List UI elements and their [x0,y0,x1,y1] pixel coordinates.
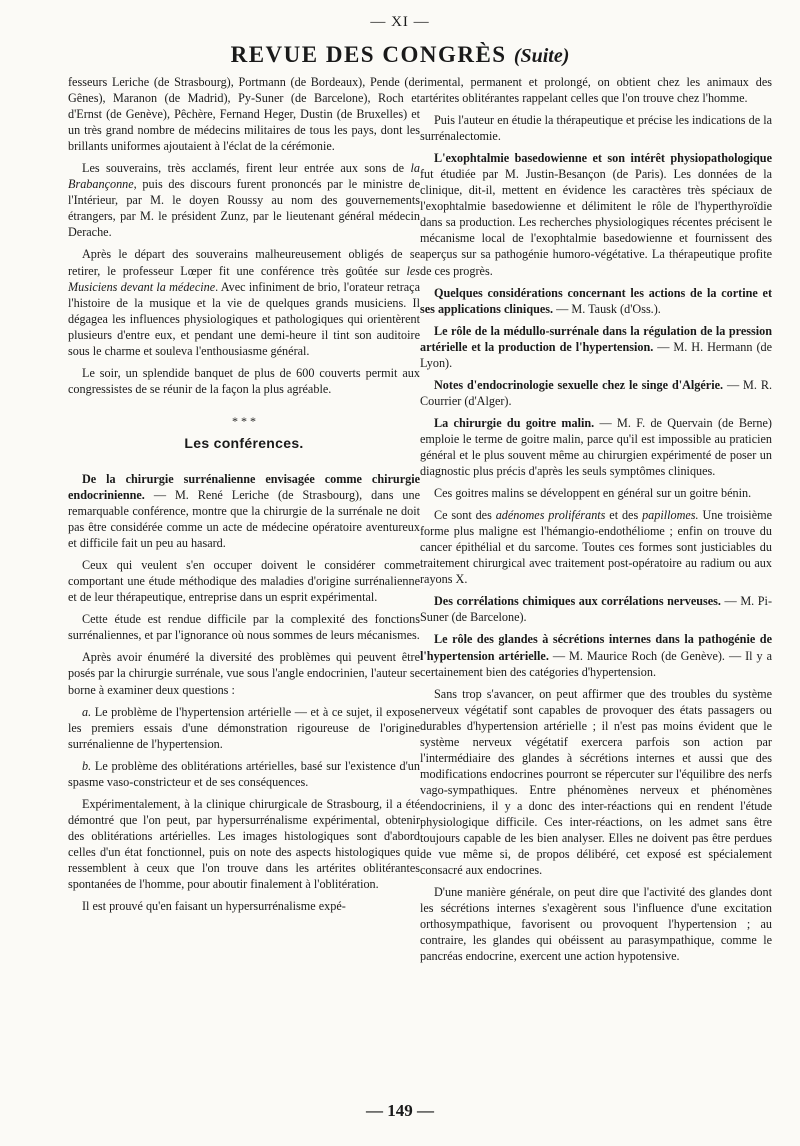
conference-title: De la chirurgie surrénalienne envisagée comme chirurgie endocrinienne. [68,471,420,502]
paragraph: Après le départ des souverains malheureusement obligés de se retirer, le professeur Lœper fit une conférence très goûtée sur les Musiciens devant la médecine. Avec infiniment de brio, l'orateur retraça l'histoire de la musique et la vie de quelques grands musiciens. Il dégagea les influences physiologiques et pathologiques qui orientèrent plusieurs d'entre eux, et pendant une demi-heure il tint son auditoire sous le charme et souleva l'enthousiasme général. [68,247,420,358]
title-suite: (Suite) [513,45,570,67]
paragraph: Ces goitres malins se développent en général sur un goitre bénin. [434,486,752,501]
left-column [68,74,420,920]
conference-title: L'exophtalmie basedowienne et son intérêt physiopathologique [434,151,772,166]
conference-title: Le rôle des glandes à sécrétions internes dans la pathogénie de l'hypertension artérielle. [420,632,772,663]
paragraph: Quelques considérations concernant les actions de la cortine et ses applications cliniques. — M. Tausk (d'Oss.). [420,285,772,316]
paragraph: Le rôle des glandes à sécrétions internes dans la pathogénie de l'hypertension artérielle. — M. Maurice Roch (de Genève). — Il y a certainement bien des catégories d'hypertension. [420,632,772,679]
paragraph: Les souverains, très acclamés, firent leur entrée aux sons de la Brabançonne, puis des discours furent prononcés par le ministre de l'Intérieur, par M. le doyen Roussy au nom des gouvernements étrangers, par M. le président Zunz, par le lieutenant général médecin Derache. [68,161,420,240]
paragraph: Notes d'endocrinologie sexuelle chez le singe d'Algérie. — M. R. Courrier (d'Alger). [420,377,773,408]
paragraph: Le rôle de la médullo-surrénale dans la régulation de la pression artérielle et la production de l'hypertension. — M. H. Hermann (de Lyon). [420,323,773,370]
paragraph: a. Le problème de l'hypertension artérielle — et à ce sujet, il expose les premiers essais d'une démonstration rigoureuse de l'origine surrénalienne de l'hypertension. [68,704,420,751]
paragraph: Cette étude est rendue difficile par la complexité des fonctions surrénaliennes, et par l'ignorance où nous sommes de leurs mécanismes. [68,612,420,643]
paragraph: Expérimentalement, à la clinique chirurgicale de Strasbourg, il a été démontré que l'on peut, par hypersurrénalisme expérimental, obtenir des oblitérations artérielles. Les images histologiques sont d'abord celles d'un état fonctionnel, puis on note des aspects histologiques qui ressemblent à ceux que l'on trouve dans les artérites oblitérantes spontanées de l'homme, pour aboutir finalement à l'oblitération. [68,796,420,892]
paragraph: Le soir, un splendide banquet de plus de 600 couverts permit aux congressistes de se réunir de la façon la plus agréable. [68,365,420,396]
paragraph: Il est prouvé qu'en faisant un hypersurrénalisme expé- [82,899,346,914]
paragraph: fesseurs Leriche (de Strasbourg), Portmann (de Bordeaux), Pende (de Gênes), Maranon (de Madrid), Py-Suner (de Barcelone), Roch et d'Ernst (de Genève), Pêchère, Fernand Heger, Dustin (de Bruxelles) et un très grand nombre de médecins militaires de tous les pays, dont les brillants uniformes ajoutaient à l'éclat de la cérémonie. [68,75,420,154]
paragraph: Ce sont des adénomes proliférants et des papillomes. Une troisième forme plus maligne est l'hémangio-endothéliome ; enfin on trouve du cancer épithélial et du sarcome. Toutes ces formes sont justiciables du traitement chirurgical avec traitement post-opératoire au radium ou aux rayons X. [420,508,772,587]
paragraph: Des corrélations chimiques aux corrélations nerveuses. — M. Pi-Suner (de Barcelone). [420,594,773,625]
page-title [0,42,800,68]
section-heading: Les conférences. [184,434,304,451]
paragraph: rimental, permanent et prolongé, on obtient chez les animaux des artérites oblitérantes rappelant celles que l'on trouve chez l'homme. [420,75,772,106]
section-separator: * * * [232,413,256,428]
paragraph: D'une manière générale, on peut dire que l'activité des glandes dont les sécrétions internes s'exagèrent sous l'influence d'une excitation orthosympathique, favorisent ou provoquent l'hypertension ; au contraire, les glandes qui obéissent au parasympathique, comme le pancréas endocrine, exercent une action hypotensive. [420,885,772,964]
paragraph: b. Le problème des oblitérations artérielles, basé sur l'existence d'un spasme vaso-constricteur et de ses conséquences. [68,758,420,789]
conference-title: Le rôle de la médullo-surrénale dans la régulation de la pression artérielle et la production de l'hypertension. [420,323,772,354]
paragraph: L'exophtalmie basedowienne et son intérêt physiopathologique fut étudiée par M. Justin-Besançon (de Paris). Les données de la clinique, dit-il, mettent en évidence les caractères très spéciaux de l'exophtalmie basedowienne et délimitent le rôle de l'hyperthyroïdie dans sa production. Les recherches physiologiques récentes précisent le mécanisme local de l'exophtalmie basedowienne et fournissent des aperçus sur sa pathogénie humoro-végétative. La thérapeutique profite de ces progrès. [420,151,772,278]
conference-title: La chirurgie du goitre malin. [434,415,595,430]
paragraph: De la chirurgie surrénalienne envisagée comme chirurgie endocrinienne. — M. René Leriche (de Strasbourg), dans une remarquable conférence, montre que la chirurgie de la surrénale ne doit pas être considérée comme un acte de médecine opératoire aventureux et difficile fait un peu au hasard. [68,471,420,551]
paragraph: Sans trop s'avancer, on peut affirmer que des troubles du système nerveux végétatif sont capables de provoquer des états passagers ou durables d'hypertension artérielle ; il n'est pas moins évident que le système nerveux végétatif exercera parfois son action par l'intermédiaire des glandes à sécrétions internes et aussi que des modifications endocrines pourront se répercuter sur l'équilibre des nerfs vago-sympathiques. Entre phénomènes nerveux et phénomènes endocriniens, il y a donc des inter-réactions qui en rendent l'étude physiologique difficile. Ces inter-réactions, on les admet sans être toujours capable de les bien analyser. Elles ne doivent pas être perdues de vue même si, de propos délibéré, cet exposé est spécialement consacré aux endocrines. [420,686,772,878]
paragraph: Après avoir énuméré la diversité des problèmes qui peuvent être posés par la chirurgie surrénale, vue sous l'angle endocrinien, l'auteur se borne à examiner deux questions : [68,650,420,697]
journal-title: REVUE DES CONGRÈS [230,42,507,67]
right-column [420,74,772,970]
conference-title: Des corrélations chimiques aux corrélations nerveuses. [434,594,721,609]
page-number: — 149 — [366,1101,434,1120]
paragraph: Ceux qui veulent s'en occuper doivent le considérer comme comportant une étude méthodique des maladies d'origine surrénalienne et de leur thérapeutique, entreprise dans un esprit expérimental. [68,558,420,605]
page-roman-numeral: — XI — [370,14,430,30]
paragraph: Puis l'auteur en étudie la thérapeutique et précise les indications de la surrénalectomie. [420,113,772,144]
paragraph: La chirurgie du goitre malin. — M. F. de Quervain (de Berne) emploie le terme de goitre malin, parce qu'il est impossible au praticien général et le plus souvent même au chirurgien expérimenté de poser un diagnostic plus précis d'après les seuls symptômes cliniques. [420,415,772,479]
conference-title: Quelques considérations concernant les actions de la cortine et ses applications cliniques. [420,285,772,316]
conference-title: Notes d'endocrinologie sexuelle chez le singe d'Algérie. [434,377,724,392]
